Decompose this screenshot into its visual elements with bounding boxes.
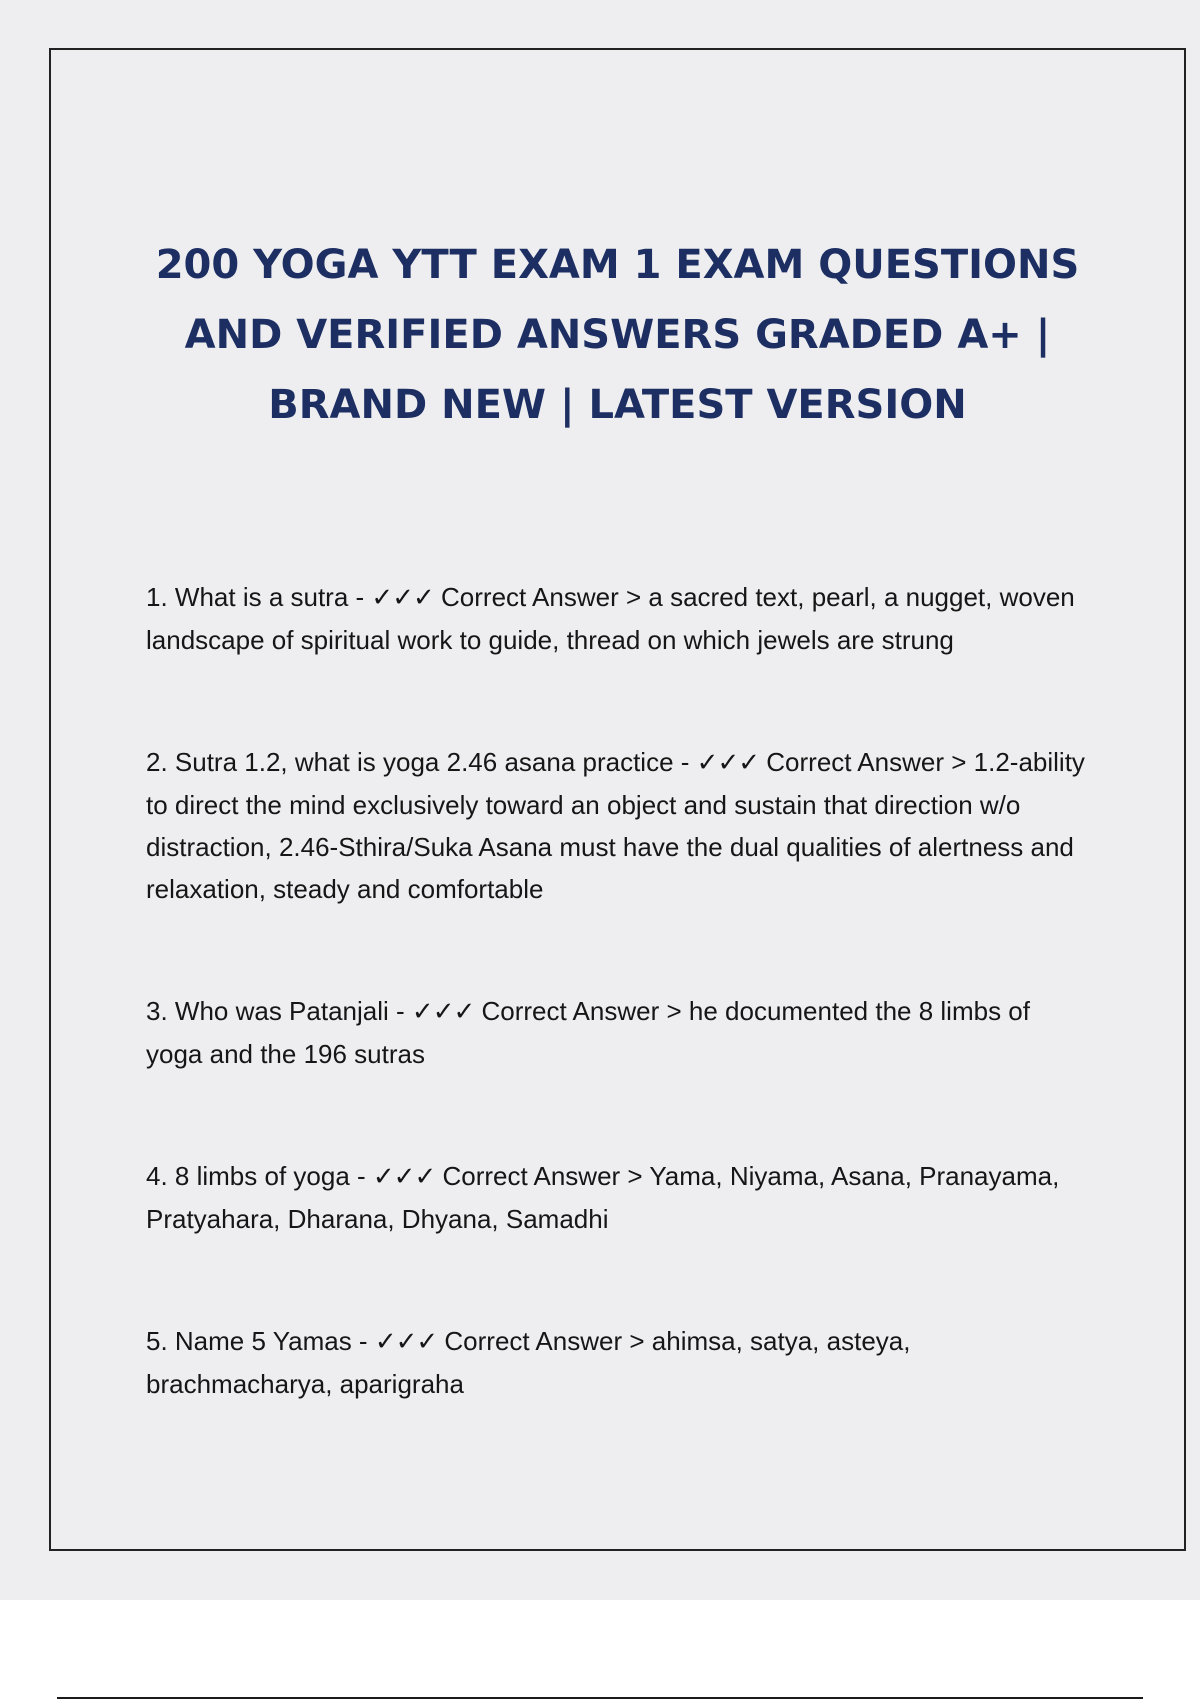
qa-item-3 (146, 990, 1086, 1075)
qa-item-5 (146, 1320, 1086, 1405)
title-line-1: 200 YOGA YTT EXAM 1 EXAM QUESTIONS (155, 242, 1080, 288)
answer-label: Correct Answer > (481, 996, 682, 1026)
check-marks-icon: ✓✓✓ (371, 583, 434, 613)
check-marks-icon: ✓✓✓ (696, 748, 760, 778)
question-text: 4. 8 limbs of yoga - (146, 1161, 366, 1191)
check-marks-icon: ✓✓✓ (411, 997, 475, 1027)
page-footer-rule (57, 1697, 1143, 1699)
qa-item-2 (146, 741, 1086, 910)
document-title (100, 230, 1135, 440)
check-marks-icon: ✓✓✓ (374, 1327, 438, 1357)
question-text: 1. What is a sutra - (146, 582, 365, 612)
answer-label: Correct Answer > (441, 582, 642, 612)
answer-text: a sacred text, pearl, a nugget, woven landscape of spiritual work to guide, thread on which jewels are strung (146, 582, 1075, 655)
title-line-3: BRAND NEW | LATEST VERSION (268, 382, 967, 428)
title-line-2: AND VERIFIED ANSWERS GRADED A+ | (184, 312, 1051, 358)
question-text: 3. Who was Patanjali - (146, 996, 405, 1026)
answer-text: he documented the 8 limbs of yoga and the 196 sutras (146, 996, 1030, 1069)
answer-text: Yama, Niyama, Asana, Pranayama, Pratyahara, Dharana, Dhyana, Samadhi (146, 1161, 1060, 1234)
question-text: 2. Sutra 1.2, what is yoga 2.46 asana practice - (146, 747, 690, 777)
answer-text: ahimsa, satya, asteya, brachmacharya, aparigraha (146, 1326, 911, 1399)
answer-label: Correct Answer > (444, 1326, 645, 1356)
question-text: 5. Name 5 Yamas - (146, 1326, 368, 1356)
qa-item-4 (146, 1155, 1086, 1240)
answer-label: Correct Answer > (442, 1161, 643, 1191)
check-marks-icon: ✓✓✓ (372, 1162, 436, 1192)
qa-list (146, 576, 1086, 1405)
qa-item-1 (146, 576, 1086, 661)
answer-label: Correct Answer > (766, 747, 967, 777)
answer-text: 1.2-ability to direct the mind exclusively toward an object and sustain that direction w/o distraction, 2.46-Sthira/Suka Asana must have the dual qualities of alertness and relaxation, steady and comfortable (146, 747, 1085, 904)
